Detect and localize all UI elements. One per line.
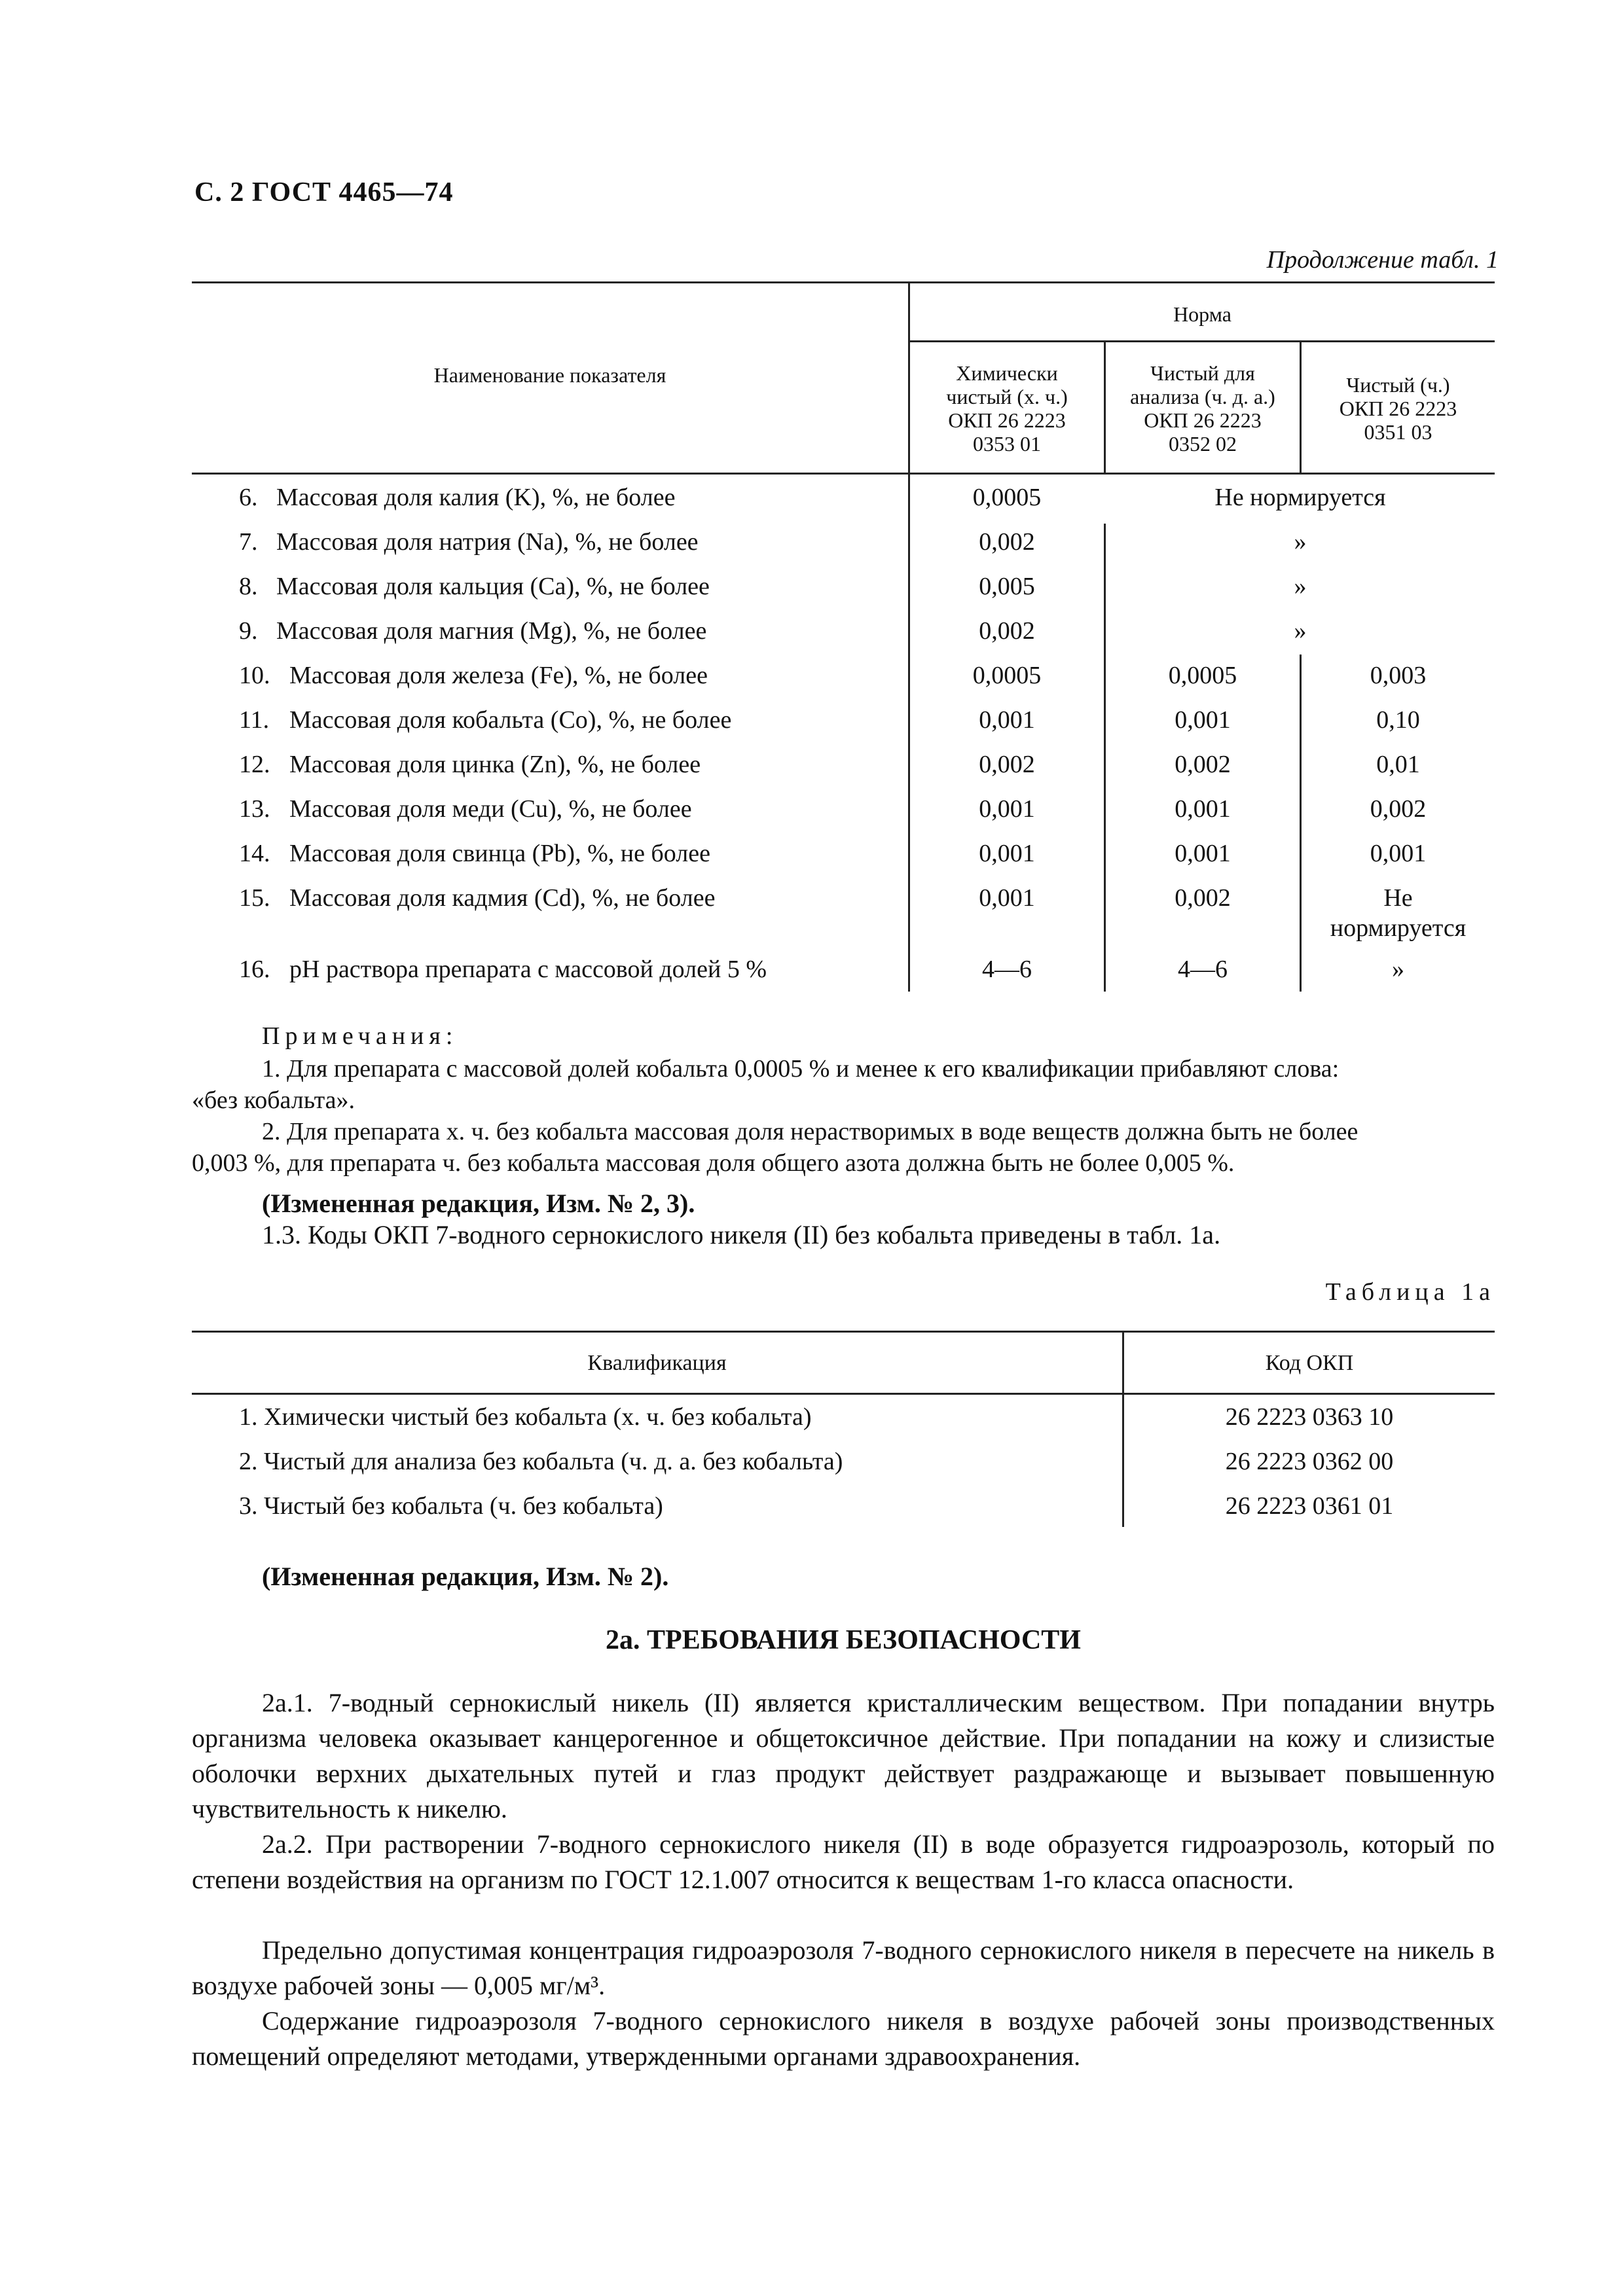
row-value-1: 0,001 — [979, 840, 1035, 867]
row-merged-value: » — [1294, 617, 1307, 645]
row-number: 14. — [239, 840, 270, 867]
note-2-line-1: 2. Для препарата х. ч. без кобальта массовая доля нерастворимых в воде веществ должна быть не более — [262, 1118, 1359, 1145]
row-name: 2. Чистый для анализа без кобальта (ч. д. а. без кобальта) — [239, 1448, 843, 1475]
paragraph-2a-2: 2а.2. При растворении 7-водного сернокислого никеля (II) в воде образуется гидроаэрозоль, который по степени воздействия на организм по ГОСТ 12.1.007 относится к веществам 1-го класса опасности. — [192, 1829, 1495, 1894]
edit-note-1: (Измененная редакция, Изм. № 2, 3). — [262, 1189, 695, 1218]
row-number: 10. — [239, 662, 270, 689]
page-header: С. 2 ГОСТ 4465—74 — [194, 177, 454, 207]
row-name: Массовая доля магния (Mg), %, не более — [276, 617, 707, 645]
table1a-col-qualification: Квалификация — [587, 1351, 727, 1375]
row-value-2: 0,002 — [1175, 884, 1231, 912]
row-value-2: 0,001 — [1175, 840, 1231, 867]
row-number: 8. — [239, 573, 258, 600]
table1a-col-code: Код ОКП — [1265, 1351, 1354, 1375]
row-value-1: 0,002 — [979, 751, 1035, 778]
row-name: Массовая доля калия (K), %, не более — [276, 484, 676, 511]
row-value-3: 0,001 — [1370, 840, 1427, 867]
row-value-3: » — [1392, 956, 1404, 983]
row-value-3: Не нормируется — [1330, 884, 1467, 942]
row-merged-value: » — [1294, 528, 1307, 556]
row-value-1: 0,001 — [979, 884, 1035, 912]
table1-subcol-1: Химически чистый (х. ч.) ОКП 26 2223 0353 01 — [946, 361, 1068, 456]
row-value-2: 0,002 — [1175, 751, 1231, 778]
table1a-header-bottom — [192, 1393, 1495, 1395]
paragraph-method: Содержание гидроаэрозоля 7-водного сернокислого никеля в воздухе рабочей зоны производственных помещений определяют методами, утвержденными органами здравоохранения. — [192, 2006, 1495, 2071]
notes-title: Примечания: — [262, 1022, 458, 1050]
row-value-1: 0,002 — [979, 617, 1035, 645]
table1-caption: Продолжение табл. 1 — [1266, 246, 1499, 274]
row-value-1: 0,001 — [979, 706, 1035, 734]
row-code: 26 2223 0363 10 — [1225, 1403, 1394, 1431]
row-name: Массовая доля железа (Fe), %, не более — [289, 662, 708, 689]
paragraph-pdk: Предельно допустимая концентрация гидроаэрозоля 7-водного сернокислого никеля в пересчете на никель в воздухе рабочей зоны — 0,005 мг/м³. — [192, 1935, 1495, 2000]
row-value-1: 0,002 — [979, 528, 1035, 556]
row-value-3: 0,002 — [1370, 795, 1427, 823]
row-number: 12. — [239, 751, 270, 778]
section-title: 2а. ТРЕБОВАНИЯ БЕЗОПАСНОСТИ — [606, 1625, 1081, 1655]
row-value-1: 0,0005 — [972, 662, 1042, 689]
table1-col-name-header: Наименование показателя — [433, 363, 666, 387]
row-name: Массовая доля меди (Cu), %, не более — [289, 795, 692, 823]
edit-note-2: (Измененная редакция, Изм. № 2). — [262, 1562, 669, 1591]
row-value-3: 0,01 — [1376, 751, 1420, 778]
row-value-1: 0,0005 — [972, 484, 1042, 511]
row-value-1: 0,001 — [979, 795, 1035, 823]
paragraph-2a-1: 2а.1. 7-водный сернокислый никель (II) является кристаллическим веществом. При попадании внутрь организма человека оказывает канцерогенное и общетоксичное действие. При попадании на кожу и слизистые оболочки верхних дыхательных путей и глаз продукт действует раздражающе и вызывает повышенную чувствительность к никелю. — [192, 1688, 1495, 1823]
table1-norma-divider — [909, 340, 1495, 342]
table1a-top-border — [192, 1331, 1495, 1333]
row-name: Массовая доля кальция (Ca), %, не более — [276, 573, 710, 600]
row-value-2: 0,001 — [1175, 706, 1231, 734]
row-number: 16. — [239, 956, 270, 983]
row-value-3: 0,003 — [1370, 662, 1427, 689]
row-name: Массовая доля свинца (Pb), %, не более — [289, 840, 710, 867]
row-number: 13. — [239, 795, 270, 823]
table1a-caption: Таблица 1а — [1325, 1278, 1495, 1306]
row-name: 3. Чистый без кобальта (ч. без кобальта) — [239, 1492, 663, 1520]
note-2-line-2: 0,003 %, для препарата ч. без кобальта массовая доля общего азота должна быть не более 0,005 %. — [192, 1149, 1235, 1177]
table1-top-border — [192, 281, 1495, 283]
row-code: 26 2223 0362 00 — [1225, 1448, 1394, 1475]
table1-subcol-2: Чистый для анализа (ч. д. а.) ОКП 26 2223 0352 02 — [1130, 361, 1275, 456]
row-merged-value: Не нормируется — [1214, 484, 1386, 511]
note-1-line-1: 1. Для препарата с массовой долей кобальта 0,0005 % и менее к его квалификации прибавляют слова: — [262, 1055, 1340, 1083]
row-value-2: 0,0005 — [1168, 662, 1237, 689]
row-merged-value: » — [1294, 573, 1307, 600]
paragraph-1-3: 1.3. Коды ОКП 7-водного сернокислого никеля (II) без кобальта приведены в табл. 1а. — [262, 1220, 1221, 1249]
row-value-1: 0,005 — [979, 573, 1035, 600]
row-value-2: 4—6 — [1178, 956, 1228, 983]
row-code: 26 2223 0361 01 — [1225, 1492, 1394, 1520]
row-number: 9. — [239, 617, 258, 645]
row-name: Массовая доля кадмия (Cd), %, не более — [289, 884, 716, 912]
row-value-2: 0,001 — [1175, 795, 1231, 823]
row-value-3: 0,10 — [1376, 706, 1420, 734]
row-number: 15. — [239, 884, 270, 912]
table1-header-bottom — [192, 473, 1495, 475]
row-name: Массовая доля цинка (Zn), %, не более — [289, 751, 701, 778]
row-name: Массовая доля кобальта (Co), %, не более — [289, 706, 732, 734]
row-name: 1. Химически чистый без кобальта (х. ч. без кобальта) — [239, 1403, 812, 1431]
row-value-1: 4—6 — [982, 956, 1032, 983]
row-number: 11. — [239, 706, 270, 734]
table1-subcol-3: Чистый (ч.) ОКП 26 2223 0351 03 — [1339, 373, 1457, 444]
note-1-line-2: «без кобальта». — [192, 1086, 356, 1114]
table1-norma-header: Норма — [1173, 302, 1231, 326]
row-number: 6. — [239, 484, 258, 511]
row-name: pH раствора препарата с массовой долей 5 % — [289, 956, 767, 983]
row-number: 7. — [239, 528, 258, 556]
row-name: Массовая доля натрия (Na), %, не более — [276, 528, 699, 556]
